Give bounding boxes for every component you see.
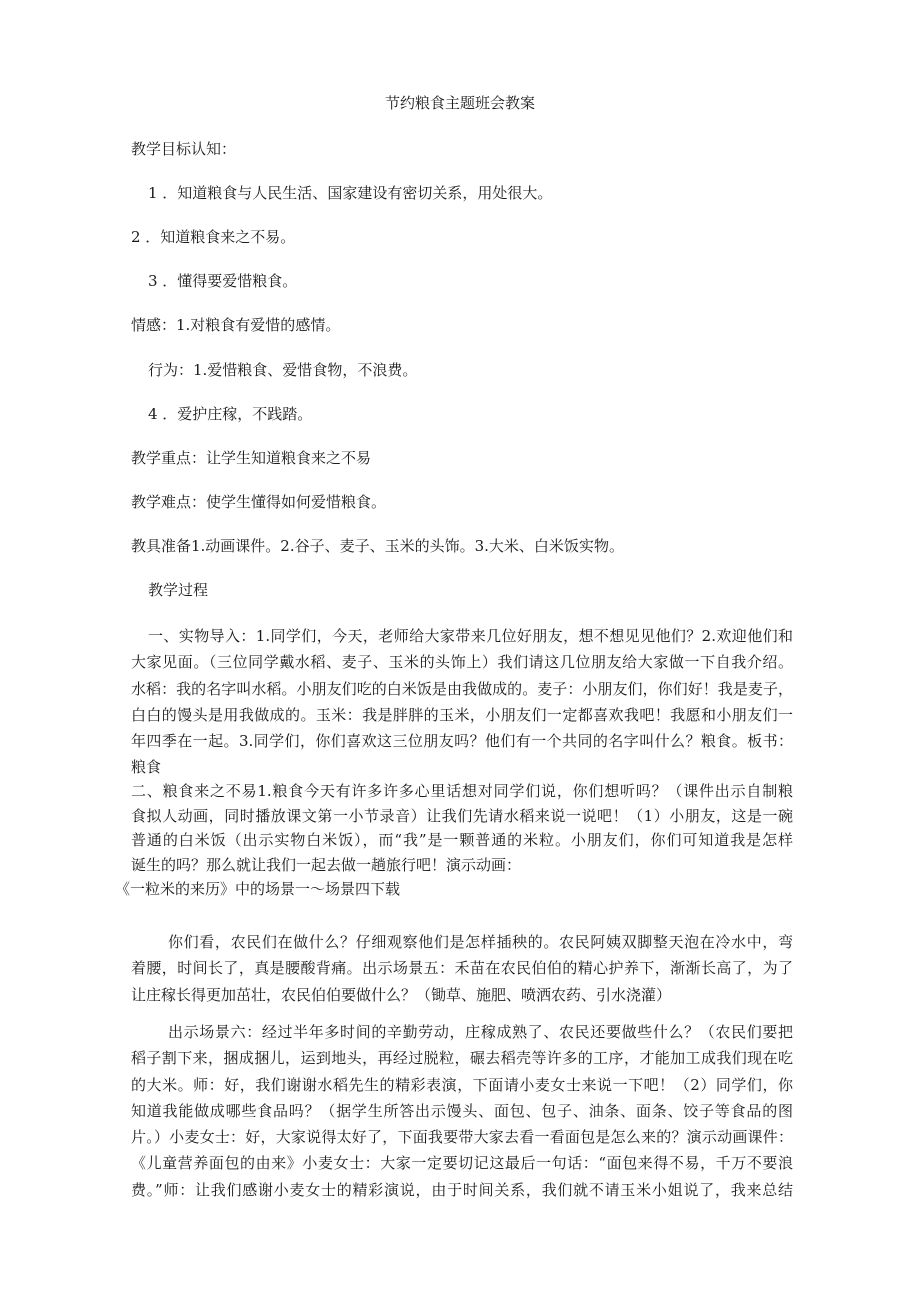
paragraph-line: 着腰，时间长了，真是腰酸背痛。出示场景五：禾苗在农民伯伯的精心护养下，渐渐长高了，为了 [131,959,793,978]
paragraph-line: 《儿童营养面包的由来》小麦女士：大家一定要切记这最后一句话：“面包来得不易，千万不要浪 [131,1154,793,1173]
document-title: 节约粮食主题班会教案 [384,94,535,112]
cognitive-item-1: 1 ．知道粮食与人民生活、国家建设有密切关系，用处很大。 [148,184,553,202]
paragraph-line: 二、粮食来之不易1.粮食今天有许多许多心里话想对同学们说，你们想听吗？（课件出示自制粮 [131,782,793,800]
paragraph-line: 知道我能做成哪些食品吗？（据学生所答出示馒头、面包、包子、油条、面条、饺子等食品的图 [131,1101,793,1120]
paragraph-line: 粮食 [131,758,162,777]
process-heading: 教学过程 [148,581,209,599]
teaching-materials: 教具准备1.动画课件。2.谷子、麦子、玉米的头饰。3.大米、白米饭实物。 [131,537,624,555]
paragraph-line: 让庄稼长得更加茁壮，农民伯伯要做什么？（锄草、施肥、喷洒农药、引水浇灌） [131,985,672,1004]
cognitive-item-3: 3 ．懂得要爱惜粮食。 [148,272,298,290]
paragraph-line: 食拟人动画，同时播放课文第一小节录音）让我们先请水稻来说一说吧！（1）小朋友，这是一碗 [131,806,793,825]
teaching-difficulty: 教学难点：使学生懂得如何爱惜粮食。 [131,493,387,511]
cognitive-item-2: 2 ．知道粮食来之不易。 [131,228,296,246]
paragraph-line: 片。）小麦女士：好，大家说得太好了，下面我要带大家去看一看面包是怎么来的？演示动画课件： [131,1128,793,1147]
paragraph-line: 出示场景六：经过半年多时间的辛勤劳动，庄稼成熟了、农民还要做些什么？（农民们要把 [168,1023,793,1041]
paragraph-line: 《一粒米的来历》中的场景一～场景四下载 [115,880,401,898]
section-1-paragraph [131,623,793,781]
paragraph-line: 大家见面。（三位同学戴水稻、麦子、玉米的头饰上）我们请这几位朋友给大家做一下自我介绍。 [131,653,793,672]
paragraph-line: 的大米。师：好，我们谢谢水稻先生的精彩表演，下面请小麦女士来说一下吧！（2）同学们，你 [131,1075,793,1094]
paragraph-line: 普通的白米饭（出示实物白米饭），而“我”是一颗普通的米粒。小朋友们，你们可知道我是怎样 [131,831,793,849]
objectives-heading: 教学目标认知： [131,140,237,158]
teaching-key-point: 教学重点：让学生知道粮食来之不易 [131,449,372,467]
paragraph-line: 稻子割下来，捆成捆儿，运到地头，再经过脱粒，碾去稻壳等许多的工序，才能加工成我们现在吃 [131,1049,793,1068]
paragraph-line: 诞生的吗？那么就让我们一起去做一趟旅行吧！演示动画： [131,855,522,874]
section-2-paragraph [115,779,793,902]
behavior-objective: 行为：1.爱惜粮食、爱惜食物，不浪费。 [148,361,418,379]
section-3-paragraph [131,929,793,1008]
paragraph-line: 费。”师：让我们感谢小麦女士的精彩演说，由于时间关系，我们就不请玉米小姐说了，我来总结 [131,1180,793,1199]
paragraph-line: 白白的馒头是用我做成的。玉米：我是胖胖的玉米，小朋友们一定都喜欢我吧！我愿和小朋友们一 [131,705,793,724]
paragraph-line: 年四季在一起。3.同学们，你们喜欢这三位朋友吗？他们有一个共同的名字叫什么？粮食。板书： [131,732,793,751]
section-4-paragraph [131,1019,793,1203]
behavior-item-4: 4 ．爱护庄稼，不践踏。 [148,405,313,423]
paragraph-line: 水稻：我的名字叫水稻。小朋友们吃的白米饭是由我做成的。麦子：小朋友们，你们好！我是麦子， [131,679,793,698]
paragraph-line: 一、实物导入：1.同学们，今天，老师给大家带来几位好朋友，想不想见见他们？2.欢迎他们和 [148,627,793,645]
emotion-objective: 情感：1.对粮食有爱惜的感情。 [131,316,341,334]
paragraph-line: 你们看，农民们在做什么？仔细观察他们是怎样插秧的。农民阿姨双脚整天泡在冷水中，弯 [168,933,793,951]
